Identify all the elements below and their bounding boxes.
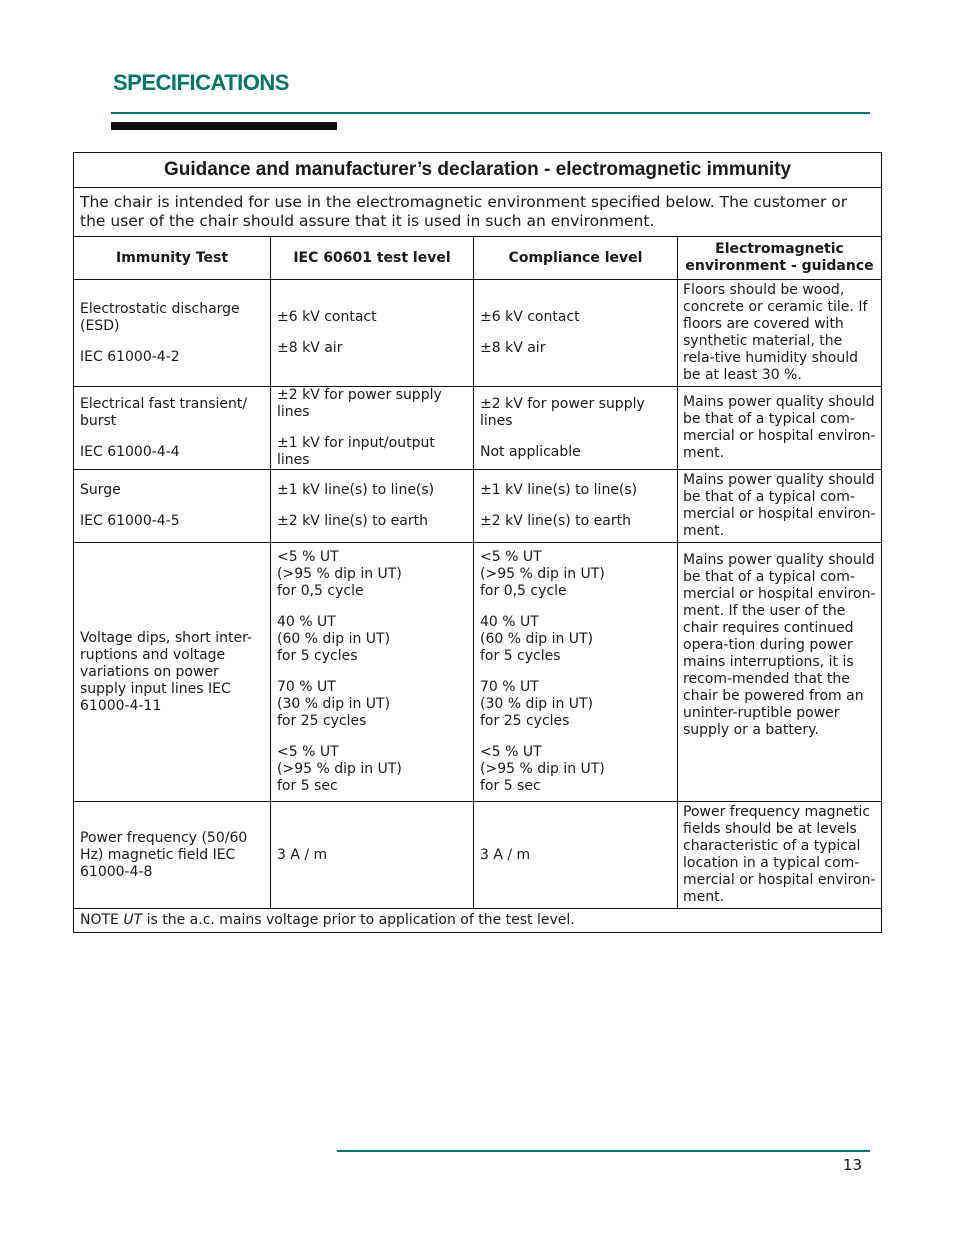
immunity-test-cell [74, 802, 271, 909]
immunity-test-cell [74, 280, 271, 387]
immunity-test-cell [74, 470, 271, 543]
test-level-cell [271, 470, 474, 543]
guidance-cell: Floors should be wood, concrete or ceramic tile. If floors are covered with synthetic material, the rela-tive humidity should be at least 30 %. [678, 280, 882, 387]
immunity-test-cell [74, 543, 271, 802]
column-header-immunity-test: Immunity Test [74, 237, 271, 280]
test-level-value: <5 % UT (>95 % dip in UT) for 5 sec [277, 744, 402, 794]
test-level-value: ±1 kV line(s) to line(s) [277, 482, 435, 498]
compliance-value: ±2 kV for power supply lines [480, 395, 645, 429]
test-level-value: ±8 kV air [277, 340, 343, 356]
compliance-cell [474, 280, 678, 387]
test-name: Electrical fast transient/ burst [80, 395, 248, 429]
note-text: is the a.c. mains voltage prior to application of the test level. [146, 912, 575, 928]
footer-rule [337, 1150, 870, 1152]
test-level-value: ±2 kV line(s) to earth [277, 513, 428, 529]
table-heading: Guidance and manufacturer’s declaration - electromagnetic immunity [74, 153, 882, 188]
test-standard: IEC 61000-4-2 [80, 348, 180, 365]
compliance-cell [474, 387, 678, 470]
guidance-cell: Mains power quality should be that of a typical com-mercial or hospital environ-ment. If the user of the chair requires continued opera-tion during power mains interruptions, it is recom-mended that the chair be powered from an uninter-ruptible power supply or a battery. [678, 543, 882, 802]
table-intro: The chair is intended for use in the electromagnetic environment specified below. The customer or the user of the chair should assure that it is used in such an environment. [74, 188, 882, 237]
compliance-value: ±8 kV air [480, 340, 546, 356]
test-level-cell [271, 280, 474, 387]
table-row [74, 802, 882, 909]
compliance-cell [474, 543, 678, 802]
test-level-value: <5 % UT (>95 % dip in UT) for 0,5 cycle [277, 549, 402, 599]
guidance-cell: Mains power quality should be that of a typical com-mercial or hospital environ-ment. [678, 470, 882, 543]
guidance-cell: Power frequency magnetic fields should be at levels characteristic of a typical location in a typical com-mercial or hospital environ-ment. [678, 802, 882, 909]
test-level-value: ±2 kV for power supply lines [277, 387, 442, 420]
column-header-test-level: IEC 60601 test level [271, 237, 474, 280]
test-name: Power frequency (50/60 Hz) magnetic field IEC 61000-4-8 [80, 829, 248, 880]
compliance-value: 40 % UT (60 % dip in UT) for 5 cycles [480, 614, 594, 664]
test-level-value: 3 A / m [277, 846, 328, 863]
test-level-value: 70 % UT (30 % dip in UT) for 25 cycles [277, 679, 391, 729]
guidance-cell: Mains power quality should be that of a typical com-mercial or hospital environ-ment. [678, 387, 882, 470]
column-header-guidance: Electromagnetic environment - guidance [678, 237, 882, 280]
table-row [74, 387, 882, 470]
compliance-value: ±6 kV contact [480, 309, 580, 325]
test-level-value: ±1 kV for input/output lines [277, 435, 435, 468]
test-level-cell [271, 543, 474, 802]
test-level-cell [271, 802, 474, 909]
compliance-value: <5 % UT (>95 % dip in UT) for 5 sec [480, 744, 605, 794]
immunity-test-cell [74, 387, 271, 470]
page-number: 13 [842, 1156, 862, 1174]
compliance-value: <5 % UT (>95 % dip in UT) for 0,5 cycle [480, 549, 605, 599]
test-name: Voltage dips, short inter-ruptions and voltage variations on power supply input lines IEC 61000-4-11 [80, 629, 253, 714]
section-title: SPECIFICATIONS [113, 70, 289, 95]
test-standard: IEC 61000-4-4 [80, 443, 180, 460]
emc-immunity-table [73, 152, 882, 933]
compliance-value: ±2 kV line(s) to earth [480, 513, 631, 529]
compliance-cell [474, 470, 678, 543]
test-level-value: 40 % UT (60 % dip in UT) for 5 cycles [277, 614, 391, 664]
compliance-value: Not applicable [480, 443, 581, 460]
test-standard: IEC 61000-4-5 [80, 513, 180, 529]
column-header-compliance-level: Compliance level [474, 237, 678, 280]
compliance-value: ±1 kV line(s) to line(s) [480, 482, 638, 498]
compliance-cell [474, 802, 678, 909]
note-label: NOTE [80, 912, 119, 928]
test-level-value: ±6 kV contact [277, 309, 377, 325]
table-row [74, 543, 882, 802]
header-accent-bar [111, 122, 337, 130]
compliance-value: 70 % UT (30 % dip in UT) for 25 cycles [480, 679, 594, 729]
note-variable: UT [123, 912, 143, 928]
header-rule [111, 112, 870, 114]
test-name: Electrostatic discharge (ESD) [80, 300, 240, 334]
table-header-row [74, 237, 882, 280]
table-note [74, 909, 882, 933]
table-row [74, 280, 882, 387]
test-name: Surge [80, 482, 121, 498]
test-level-cell [271, 387, 474, 470]
table-row [74, 470, 882, 543]
compliance-value: 3 A / m [480, 846, 531, 863]
